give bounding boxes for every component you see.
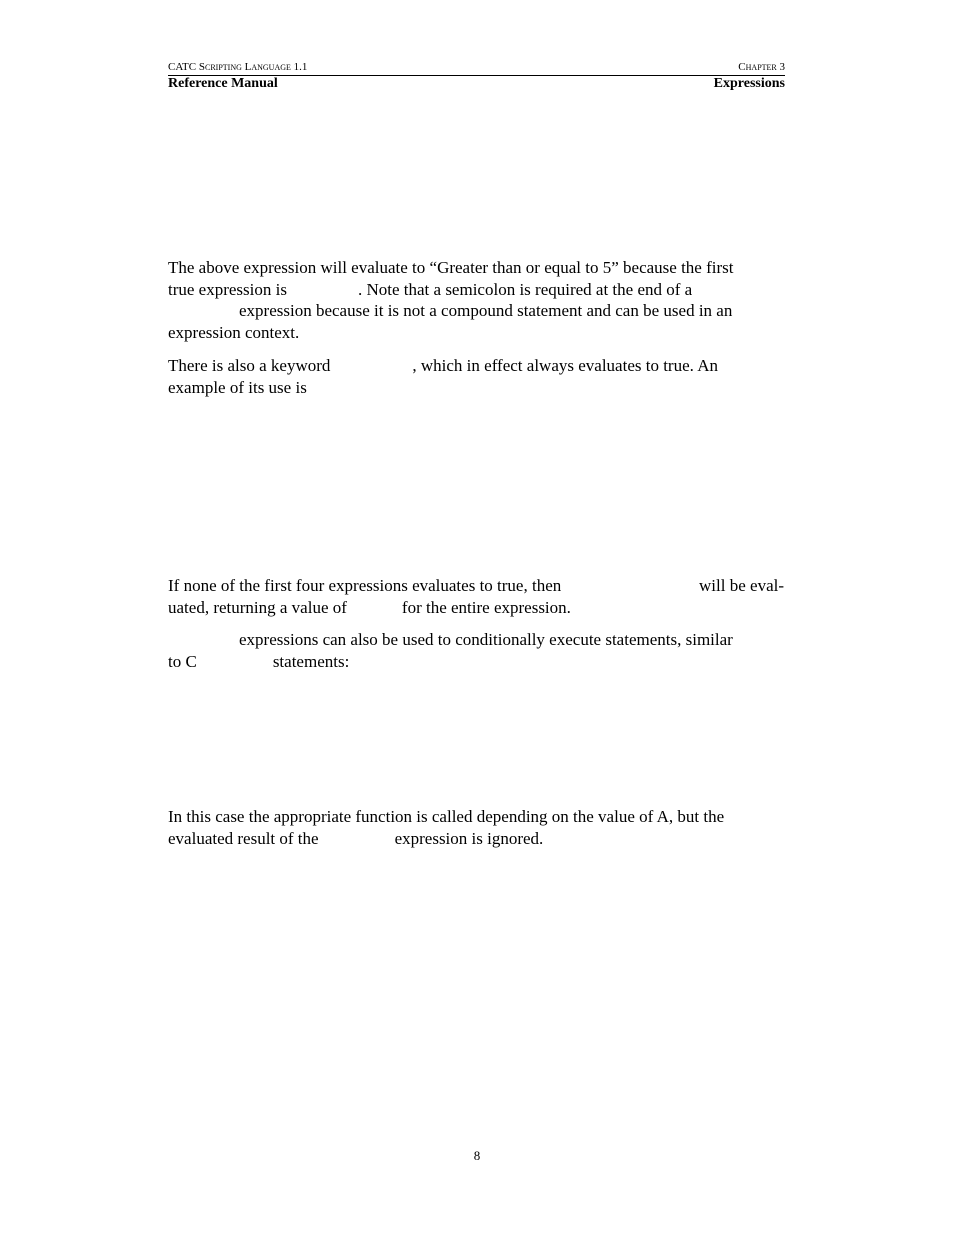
paragraph-4-line-1	[168, 629, 784, 651]
paragraph-3-line-1b: will be eval-	[699, 576, 784, 595]
paragraph-2-line-1a: There is also a keyword	[168, 356, 331, 375]
paragraph-4-line-1-text: expressions can also be used to conditionally execute statements, similar	[239, 630, 733, 649]
paragraph-3-line-1	[168, 575, 784, 597]
paragraph-3-line-2a: uated, returning a value of	[168, 597, 347, 617]
paragraph-1-line-3	[168, 300, 784, 322]
paragraph-5-line-1: In this case the appropriate function is called depending on the value of A, but the	[168, 807, 725, 826]
page-number: 8	[473, 1148, 481, 1163]
paragraph-4-line-2b: statements:	[272, 651, 350, 671]
paragraph-1-line-3-text: expression because it is not a compound statement and can be used in an	[239, 301, 733, 320]
paragraph-1-line-2a: true expression is	[168, 279, 287, 299]
paragraph-4	[168, 629, 784, 672]
paragraph-3-line-1a: If none of the first four expressions evaluates to true, then	[168, 576, 562, 595]
paragraph-5-line-2b: expression is ignored.	[394, 828, 544, 848]
paragraph-2-line-1	[168, 355, 784, 377]
header-document-title: CATC Scripting Language 1.1	[168, 61, 308, 73]
paragraph-2-line-1b: , which in effect always evaluates to true. An	[412, 356, 718, 375]
header-manual-name: Reference Manual	[168, 76, 278, 91]
paragraph-4-line-2a: to C	[168, 651, 197, 671]
paragraph-1-line-1: The above expression will evaluate to “Greater than or equal to 5” because the first	[168, 258, 734, 277]
paragraph-3	[168, 575, 784, 618]
paragraph-1	[168, 257, 784, 343]
header-chapter-title: Expressions	[713, 76, 785, 91]
paragraph-5	[168, 806, 784, 849]
paragraph-1-line-2b: . Note that a semicolon is required at the end of a	[357, 279, 693, 299]
paragraph-4-line-2	[168, 651, 784, 673]
paragraph-3-line-2	[168, 597, 784, 619]
running-header	[168, 60, 785, 91]
paragraph-2-line-2: example of its use is	[168, 377, 307, 397]
paragraph-5-line-2	[168, 828, 784, 850]
paragraph-3-line-2b: for the entire expression.	[401, 597, 571, 617]
paragraph-1-line-2	[168, 279, 784, 301]
paragraph-5-line-2a: evaluated result of the	[168, 828, 319, 848]
paragraph-1-line-4: expression context.	[168, 322, 300, 342]
paragraph-2	[168, 355, 784, 398]
header-chapter-number: Chapter 3	[738, 61, 785, 73]
